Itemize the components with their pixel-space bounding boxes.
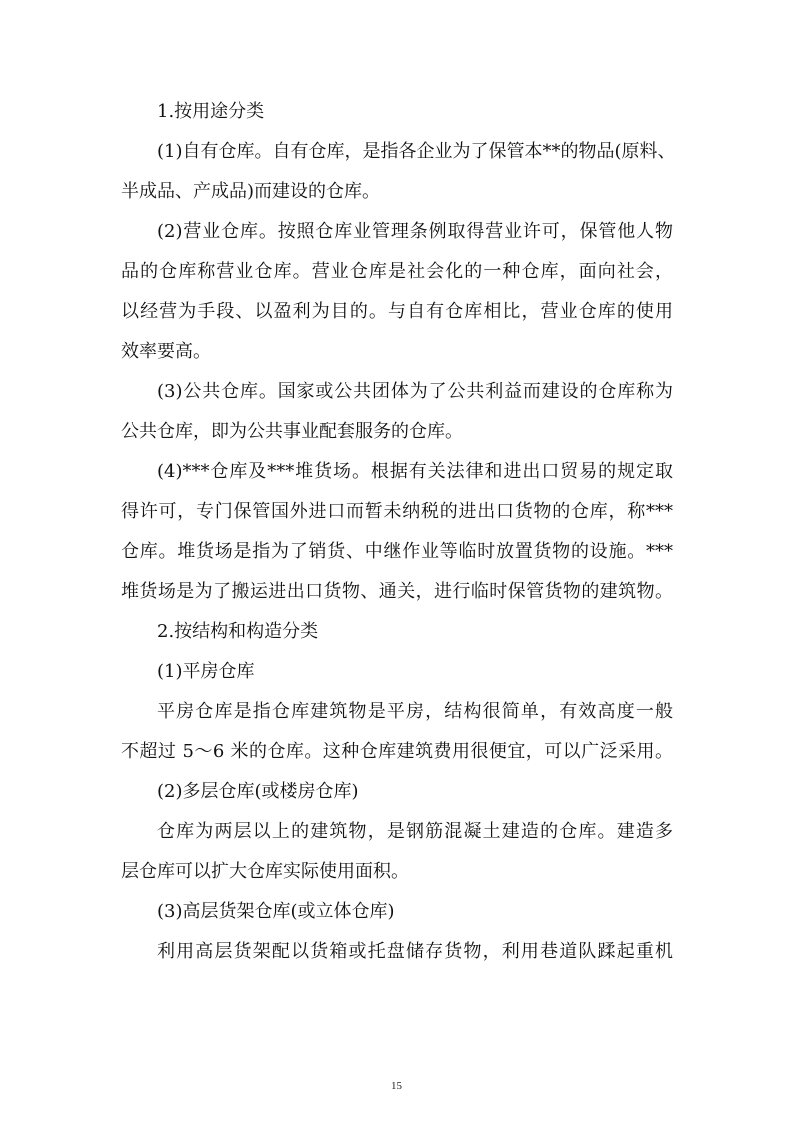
- paragraph-line: 仓库为两层以上的建筑物，是钢筋混凝土建造的仓库。建造多: [157, 821, 673, 842]
- paragraph-line: 仓库。堆货场是指为了销货、中继作业等临时放置货物的设施。***: [121, 541, 673, 562]
- paragraph-line: 层仓库可以扩大仓库实际使用面积。: [121, 861, 409, 882]
- paragraph-line: 品的仓库称营业仓库。营业仓库是社会化的一种仓库，面向社会，: [121, 261, 673, 282]
- paragraph-line: (3)公共仓库。国家或公共团体为了公共利益而建设的仓库称为: [157, 381, 673, 402]
- page-number: 15: [391, 1080, 402, 1092]
- paragraph-line: 公共仓库，即为公共事业配套服务的仓库。: [121, 421, 463, 442]
- paragraph-line: 得许可，专门保管国外进口而暂未纳税的进出口货物的仓库，称***: [121, 501, 673, 522]
- paragraph-line: 堆货场是为了搬运进出口货物、通关，进行临时保管货物的建筑物。: [121, 581, 673, 602]
- subheading-high-bay: (3)高层货架仓库(或立体仓库): [157, 901, 395, 922]
- paragraph-line: 平房仓库是指仓库建筑物是平房，结构很简单，有效高度一般: [157, 701, 673, 722]
- paragraph-line: 不超过 5～6 米的仓库。这种仓库建筑费用很便宜，可以广泛采用。: [121, 741, 673, 762]
- paragraph-line: 利用高层货架配以货箱或托盘储存货物，利用巷道队蹂起重机: [157, 941, 673, 962]
- paragraph-line: (1)自有仓库。自有仓库，是指各企业为了保管本**的物品(原料、: [157, 141, 676, 162]
- heading-by-structure: 2.按结构和构造分类: [157, 621, 319, 642]
- paragraph-line: (2)营业仓库。按照仓库业管理条例取得营业许可，保管他人物: [157, 221, 673, 242]
- subheading-single-story: (1)平房仓库: [157, 661, 255, 682]
- paragraph-line: 效率要高。: [121, 341, 211, 362]
- body-text: [121, 92, 676, 972]
- heading-by-purpose: 1.按用途分类: [157, 101, 265, 122]
- paragraph-line: (4)***仓库及***堆货场。根据有关法律和进出口贸易的规定取: [157, 461, 673, 482]
- paragraph-line: 以经营为手段、以盈利为目的。与自有仓库相比，营业仓库的使用: [121, 301, 673, 322]
- subheading-multi-story: (2)多层仓库(或楼房仓库): [157, 781, 359, 802]
- paragraph-line: 半成品、产成品)而建设的仓库。: [121, 181, 381, 202]
